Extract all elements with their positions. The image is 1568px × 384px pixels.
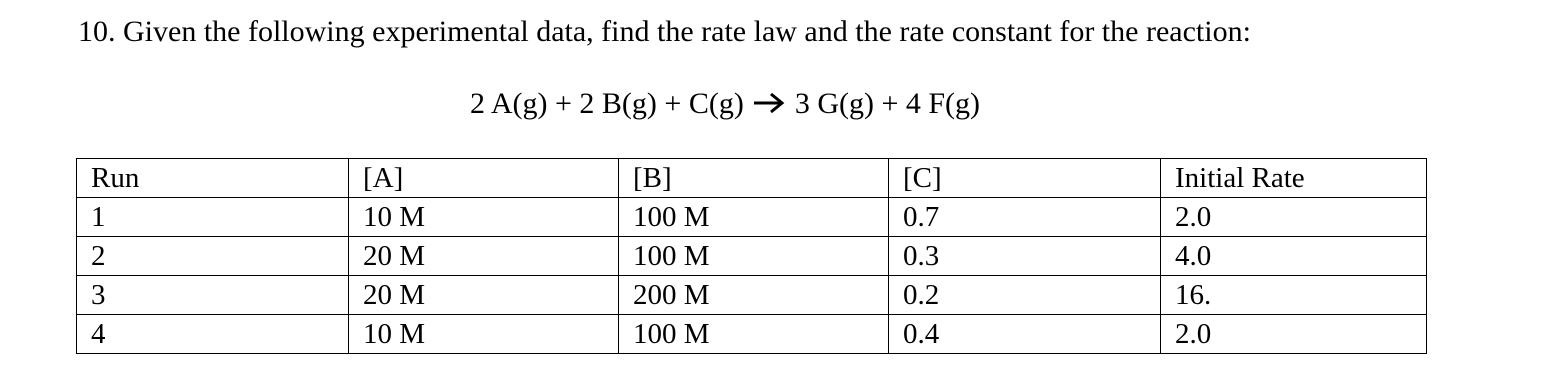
- cell-b: 100 M: [619, 315, 889, 354]
- cell-initial-rate: 2.0: [1161, 198, 1427, 237]
- header-initial-rate: Initial Rate: [1161, 159, 1427, 198]
- table-row: [77, 315, 1427, 354]
- header-run: Run: [77, 159, 349, 198]
- header-c: [C]: [889, 159, 1161, 198]
- cell-run: 4: [77, 315, 349, 354]
- cell-run: 2: [77, 237, 349, 276]
- reaction-equation: [470, 84, 980, 124]
- cell-initial-rate: 16.: [1161, 276, 1427, 315]
- header-b: [B]: [619, 159, 889, 198]
- equation-reactants: 2 A(g) + 2 B(g) + C(g): [470, 87, 744, 120]
- table-row: [77, 237, 1427, 276]
- cell-a: 20 M: [349, 276, 619, 315]
- cell-a: 10 M: [349, 198, 619, 237]
- cell-b: 100 M: [619, 237, 889, 276]
- cell-c: 0.7: [889, 198, 1161, 237]
- table-header-row: [77, 159, 1427, 198]
- question-text: 10. Given the following experimental data, find the rate law and the rate constant for the reaction:: [78, 15, 1251, 48]
- cell-c: 0.4: [889, 315, 1161, 354]
- table-row: [77, 276, 1427, 315]
- header-a: [A]: [349, 159, 619, 198]
- cell-run: 3: [77, 276, 349, 315]
- cell-b: 200 M: [619, 276, 889, 315]
- cell-initial-rate: 4.0: [1161, 237, 1427, 276]
- cell-initial-rate: 2.0: [1161, 315, 1427, 354]
- cell-b: 100 M: [619, 198, 889, 237]
- cell-c: 0.2: [889, 276, 1161, 315]
- data-table: [76, 158, 1427, 354]
- cell-a: 20 M: [349, 237, 619, 276]
- equation-products: 3 G(g) + 4 F(g): [794, 87, 981, 120]
- cell-run: 1: [77, 198, 349, 237]
- right-arrow-icon: [751, 91, 787, 115]
- cell-c: 0.3: [889, 237, 1161, 276]
- cell-a: 10 M: [349, 315, 619, 354]
- table-row: [77, 198, 1427, 237]
